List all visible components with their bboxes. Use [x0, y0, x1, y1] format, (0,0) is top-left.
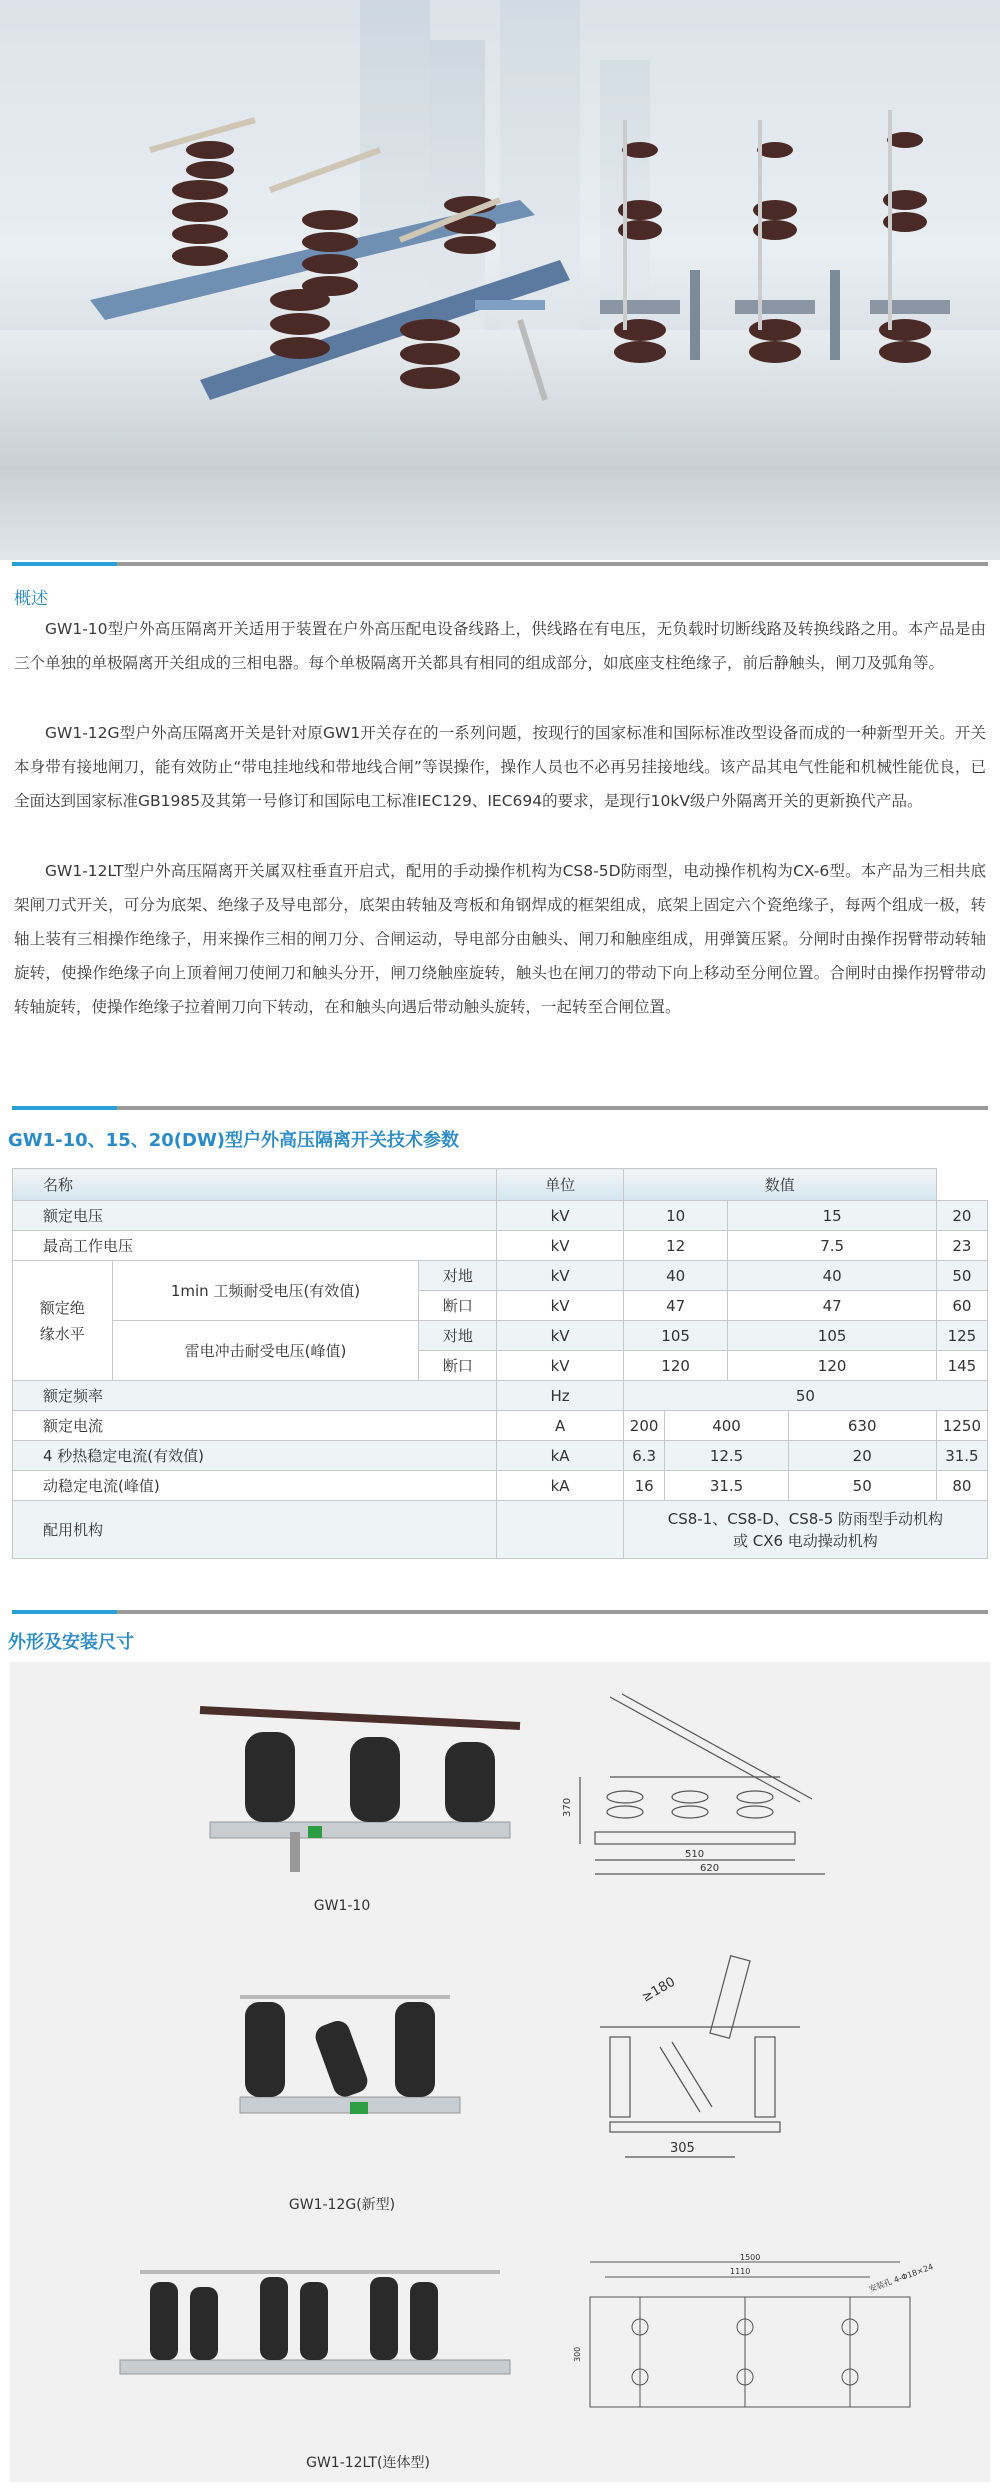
- sub-label: 对地: [419, 1261, 497, 1291]
- cell: 200: [623, 1411, 665, 1441]
- col-value: 数值: [623, 1169, 936, 1201]
- isolator-switch-photo: [0, 0, 1000, 560]
- gw1-10-photo: [190, 1692, 530, 1872]
- cell: 7.5: [728, 1231, 936, 1261]
- cell: 47: [728, 1291, 936, 1321]
- row-label: 额定电流: [13, 1411, 497, 1441]
- dim-305: 305: [670, 2141, 695, 2156]
- gw1-12g-drawing: [590, 1952, 820, 2192]
- overview-paragraph-1: GW1-10型户外高压隔离开关适用于装置在户外高压配电设备线路上，供线路在有电压，无负载时切断线路及转换线路之用。本产品是由三个单独的单极隔离开关组成的三相电器。每个单极隔离开关都具有相同的组成部分，如底座支柱绝缘子，前后静触头，闸刀及弧角等。: [14, 620, 986, 672]
- row-label: 动稳定电流(峰值): [13, 1471, 497, 1501]
- row-label: 4 秒热稳定电流(有效值): [13, 1441, 497, 1471]
- cell: 400: [665, 1411, 788, 1441]
- dim-1500: 1500: [740, 2253, 761, 2262]
- row-unit: A: [497, 1411, 623, 1441]
- caption-gw1-12g: GW1-12G(新型): [288, 2197, 396, 2213]
- mount-hole-note: 安装孔 4-Φ18×24: [867, 2262, 935, 2294]
- cell: 47: [623, 1291, 728, 1321]
- dimension-drawings: [10, 1662, 990, 2482]
- impulse-label: 雷电冲击耐受电压(峰值): [112, 1321, 419, 1381]
- dim-300: 300: [573, 2346, 582, 2362]
- row-label: 最高工作电压: [13, 1231, 497, 1261]
- row-label: 额定电压: [13, 1201, 497, 1231]
- cell: 630: [788, 1411, 936, 1441]
- cell: 40: [623, 1261, 728, 1291]
- gw1-10-drawing: [550, 1682, 850, 1912]
- row-label: 配用机构: [13, 1501, 497, 1559]
- cell: 105: [728, 1321, 936, 1351]
- col-unit: 单位: [497, 1169, 623, 1201]
- cell: 16: [623, 1471, 665, 1501]
- mechanism-line-1: CS8-1、CS8-D、CS8-5 防雨型手动机构: [667, 1509, 944, 1528]
- cell: 120: [728, 1351, 936, 1381]
- cell: 50: [936, 1261, 987, 1291]
- dim-1110: 1110: [730, 2267, 751, 2276]
- cell: 1250: [936, 1411, 987, 1441]
- cell: 6.3: [623, 1441, 665, 1471]
- gw1-12g-photo: [210, 1982, 470, 2132]
- caption-gw1-10: GW1-10: [313, 1898, 371, 1914]
- row-unit: Hz: [497, 1381, 623, 1411]
- row-unit: kV: [497, 1261, 623, 1291]
- cell: 120: [623, 1351, 728, 1381]
- cell: 60: [936, 1291, 987, 1321]
- mechanism-cell: [623, 1501, 987, 1559]
- row-unit: kA: [497, 1471, 623, 1501]
- overview-paragraph-3: GW1-12LT型户外高压隔离开关属双柱垂直开启式，配用的手动操作机构为CS8-5D防雨型，电动操作机构为CX-6型。本产品为三相共底架闸刀式开关，可分为底架、绝缘子及导电部分，底架由转轴及弯板和角钢焊成的框架组成，底架上固定六个瓷绝缘子，每两个组成一极，转轴上装有三相操作绝缘子，用来操作三相的闸刀分、合闸运动，导电部分由触头、闸刀和触座组成，用弹簧压紧。分闸时由操作拐臂带动转轴旋转，使操作绝缘子向上顶着闸刀使闸刀和触头分开，闸刀绕触座旋转，触头也在闸刀的带动下向上移动至分闸位置。合闸时由操作拐臂带动转轴旋转，使操作绝缘子拉着闸刀向下转动，在和触头向遇后带动触头旋转，一起转至合闸位置。: [14, 862, 986, 1016]
- gw1-12lt-photo: [110, 2262, 550, 2402]
- cell: 20: [936, 1201, 987, 1231]
- dim-620: 620: [700, 1863, 720, 1874]
- row-unit: kV: [497, 1231, 623, 1261]
- gw1-12lt-drawing: [570, 2252, 970, 2432]
- section-divider: [12, 562, 988, 566]
- row-unit: kV: [497, 1351, 623, 1381]
- section-divider: [12, 1610, 988, 1614]
- cell: 12: [623, 1231, 728, 1261]
- cell: 80: [936, 1471, 987, 1501]
- cell: 105: [623, 1321, 728, 1351]
- cell: 40: [728, 1261, 936, 1291]
- cell: 31.5: [665, 1471, 788, 1501]
- cell: 23: [936, 1231, 987, 1261]
- cell: 50: [788, 1471, 936, 1501]
- specs-title: GW1-10、15、20(DW)型户外高压隔离开关技术参数: [8, 1130, 460, 1151]
- row-unit: kV: [497, 1291, 623, 1321]
- caption-gw1-12lt: GW1-12LT(连体型): [306, 2455, 430, 2471]
- dim-370: 370: [562, 1797, 573, 1817]
- cell: 15: [728, 1201, 936, 1231]
- cell: 145: [936, 1351, 987, 1381]
- sub-label: 断口: [419, 1351, 497, 1381]
- section-divider: [12, 1106, 988, 1110]
- cell: 31.5: [936, 1441, 987, 1471]
- dim-510: 510: [685, 1849, 705, 1860]
- freq-withstand-label: 1min 工频耐受电压(有效值): [112, 1261, 419, 1321]
- mechanism-line-2: 或 CX6 电动操动机构: [732, 1531, 878, 1550]
- cell: 20: [788, 1441, 936, 1471]
- row-unit: kV: [497, 1201, 623, 1231]
- dimensions-title: 外形及安装尺寸: [8, 1632, 134, 1653]
- specs-table: [12, 1168, 988, 1559]
- row-label: 额定频率: [13, 1381, 497, 1411]
- cell: 50: [623, 1381, 987, 1411]
- dim-180: ≥180: [639, 1974, 678, 2006]
- overview-paragraph-2: GW1-12G型户外高压隔离开关是针对原GW1开关存在的一系列问题，按现行的国家标准和国际标准改型设备而成的一种新型开关。开关本身带有接地闸刀，能有效防止“带电挂地线和带地线合闸”等误操作，操作人员也不必再另挂接地线。该产品其电气性能和机械性能优良，已全面达到国家标准GB1985及其第一号修订和国际电工标准IEC129、IEC694的要求，是现行10kV级户外隔离开关的更新换代产品。: [14, 724, 986, 810]
- hero-banner: [0, 0, 1000, 560]
- sub-label: 断口: [419, 1291, 497, 1321]
- cell: 12.5: [665, 1441, 788, 1471]
- row-unit: kA: [497, 1441, 623, 1471]
- row-unit: kV: [497, 1321, 623, 1351]
- insulation-label: 额定绝缘水平: [13, 1261, 113, 1381]
- cell: 10: [623, 1201, 728, 1231]
- cell: 125: [936, 1321, 987, 1351]
- sub-label: 对地: [419, 1321, 497, 1351]
- overview-title: 概述: [14, 589, 48, 609]
- col-name: 名称: [13, 1169, 497, 1201]
